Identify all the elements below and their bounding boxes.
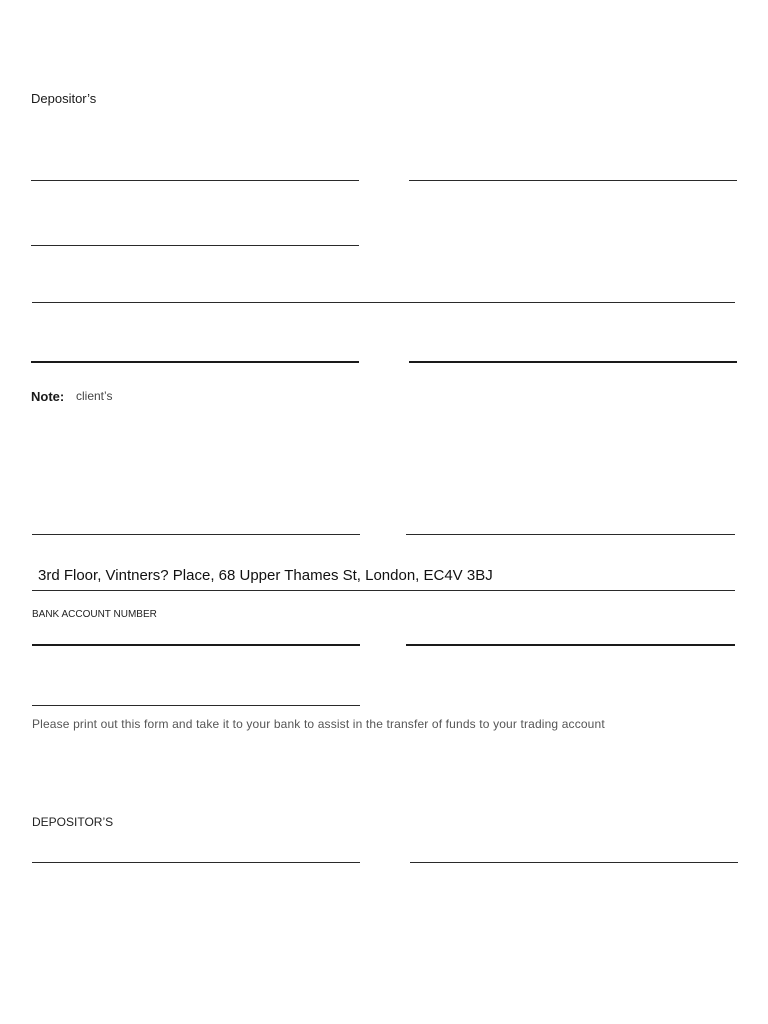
address-line (32, 590, 735, 591)
clients-label: client’s (76, 389, 113, 403)
depositor-detail-line[interactable] (409, 180, 737, 181)
bank-account-number-label: BANK ACCOUNT NUMBER (32, 609, 157, 620)
full-width-line[interactable] (32, 302, 735, 303)
bank-address: 3rd Floor, Vintners? Place, 68 Upper Thames St, London, EC4V 3BJ (38, 567, 493, 584)
note-left-line[interactable] (32, 534, 360, 535)
depositors-signature-label: DEPOSITOR’S (32, 815, 114, 829)
depositor-date-line[interactable] (410, 862, 738, 863)
note-label: Note: (31, 389, 65, 404)
depositor-extra-line[interactable] (31, 245, 359, 246)
right-signature-line[interactable] (409, 361, 737, 363)
left-signature-line[interactable] (31, 361, 359, 363)
depositor-name-line[interactable] (31, 180, 359, 181)
depositors-label: Depositor’s (31, 91, 97, 106)
depositor-signature-line[interactable] (32, 862, 360, 863)
note-right-line[interactable] (406, 534, 735, 535)
bank-account-detail-line[interactable] (406, 644, 735, 646)
instructions-text: Please print out this form and take it to your bank to assist in the transfer of funds to your trading account (32, 717, 605, 731)
bank-account-number-line[interactable] (32, 644, 360, 646)
bank-extra-line[interactable] (32, 705, 360, 706)
